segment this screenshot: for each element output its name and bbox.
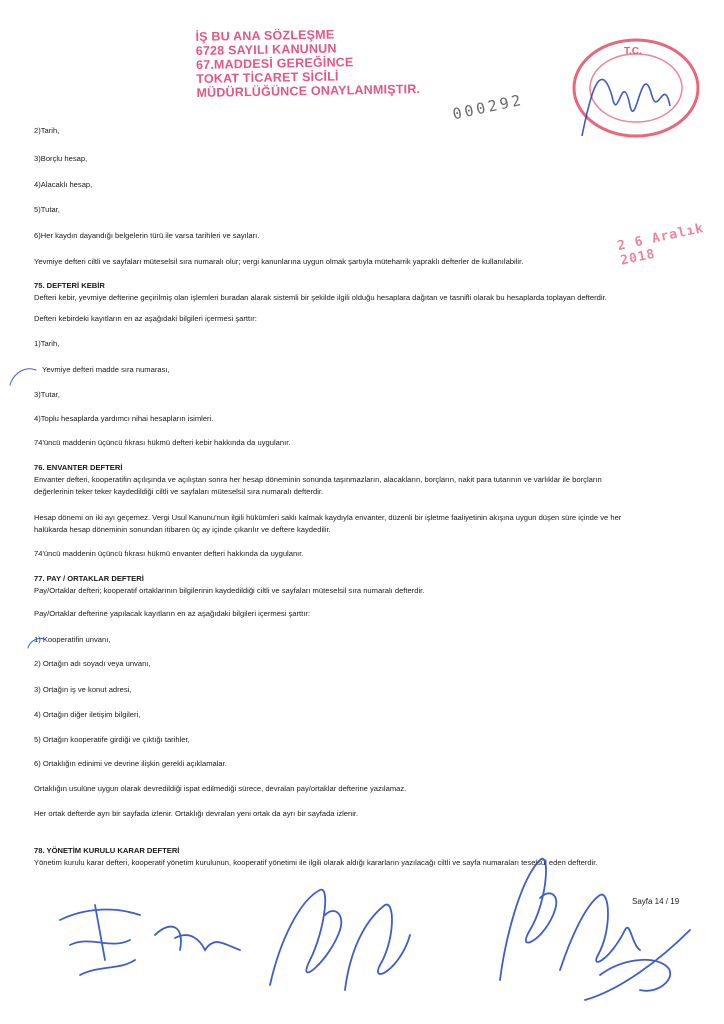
- paragraph: Ortaklığın usulüne uygun olarak devredildiği ispat edilmediği sürece, devralan pay/ortaklar defterine yazılamaz.: [34, 784, 407, 793]
- list-item: 4) Ortağın diğer iletişim bilgileri,: [34, 710, 141, 719]
- paragraph: Defteri kebir, yevmiye defterine geçirilmiş olan işlemleri buradan alarak sistemli bir şekilde ilgili olduğu hesaplara dağıtan ve tasnifli olarak bu hesaplarda toplayan defterdir.: [34, 293, 607, 302]
- list-item: 2) Ortağın adı soyadı veya unvanı,: [34, 659, 151, 668]
- registry-number: 000292: [450, 90, 526, 124]
- paragraph: Her ortak defterde ayrı bir sayfada izlenir. Ortaklığı devralan yeni ortak da ayrı bir sayfada izlenir.: [34, 809, 359, 818]
- stamp-line-3: 67.MADDESİ GEREĞİNCE: [195, 55, 354, 72]
- section-heading: 75. DEFTERİ KEBİR: [34, 281, 105, 290]
- paragraph: değerlerinin teker teker kaydedildiği ciltli ve sayfaları müteselsil sıra numaralı defterdir.: [34, 487, 324, 496]
- seal-label: T.C.: [624, 46, 642, 57]
- paragraph: Envanter defteri, kooperatifin açılışında ve açılıştan sonra her hesap döneminin sonunda taşınmazların, alacakların, borçların, nakit para tutarının ve varlıklar ile borçların: [34, 475, 602, 484]
- list-item: 1)Tarih,: [34, 339, 60, 348]
- list-item: 4)Toplu hesaplarda yardımcı nihai hesapların isimleri.: [34, 414, 214, 423]
- stamp-line-1: İŞ BU ANA SÖZLEŞME: [195, 27, 335, 44]
- paragraph: Pay/Ortaklar defterine yapılacak kayıtların en az aşağıdaki bilgileri içermesi şarttır:: [34, 609, 311, 618]
- stamp-line-5: MÜDÜRLÜĞÜNCE ONAYLANMIŞTIR.: [196, 82, 421, 100]
- text-line: 4)Alacaklı hesap,: [34, 180, 93, 189]
- text-line: Yevmiye defteri ciltli ve sayfaları müteselsil sıra numaralı olur; vergi kanunlarına uygun olmak şartıyla müteharrik yapraklı defterler de kullanılabilir.: [34, 257, 524, 266]
- stamp-line-4: TOKAT TİCARET SİCİLİ: [196, 69, 339, 86]
- paragraph: Hesap dönemi on iki ayı geçemez. Vergi Usul Kanunu'nun ilgili hükümleri saklı kalmak kaydıyla envanter, düzenli bir işletme faaliyetinin akışına uygun düşen süre içinde ve her: [34, 513, 622, 522]
- list-item: 6) Ortaklığın edinimi ve devrine ilişkin gerekli açıklamalar.: [34, 759, 227, 768]
- list-item: 3) Ortağın iş ve konut adresi,: [34, 685, 132, 694]
- paragraph: 74'üncü maddenin üçüncü fıkrası hükmü envanter defteri hakkında da uygulanır.: [34, 549, 304, 558]
- page-number: Sayfa 14 / 19: [632, 897, 680, 906]
- paragraph: halükarda hesap döneminin sonundan itibaren üç ay içinde çıkarılır ve deftere kaydedilir.: [34, 525, 331, 534]
- text-line: 6)Her kaydın dayandığı belgelerin türü ile varsa tarihleri ve sayıları.: [34, 231, 260, 240]
- section-heading: 76. ENVANTER DEFTERİ: [34, 463, 123, 472]
- section-heading: 77. PAY / ORTAKLAR DEFTERİ: [34, 574, 144, 583]
- list-item: 3)Tutar,: [34, 390, 60, 399]
- text-line: 3)Borçlu hesap,: [34, 154, 88, 163]
- approval-stamp: [195, 26, 420, 100]
- paragraph: 74'üncü maddenin üçüncü fıkrası hükmü defteri kebir hakkında da uygulanır.: [34, 438, 291, 447]
- section-heading: 78. YÖNETİM KURULU KARAR DEFTERİ: [34, 846, 180, 855]
- stamp-line-2: 6728 SAYILI KANUNUN: [195, 41, 337, 58]
- text-line: 2)Tarih,: [34, 126, 60, 135]
- paragraph: Yönetim kurulu karar defteri, kooperatif yönetim kurulunun, kooperatif yönetimi ile ilgili olarak aldığı kararların yazılacağı ciltli ve sayfa numaraları teselsül eden defterdir.: [34, 858, 598, 867]
- list-item: Yevmiye defteri madde sıra numarası,: [42, 365, 170, 374]
- paragraph: Defteri kebirdeki kayıtların en az aşağıdaki bilgileri içermesi şarttır:: [34, 314, 257, 323]
- date-stamp: 2 6 Aralık 2018: [616, 220, 706, 269]
- paragraph: Pay/Ortaklar defteri; kooperatif ortaklarının bilgilerinin kaydedildiği ciltli ve sayfaları müteselsil sıra numaralı defterdir.: [34, 586, 425, 595]
- text-line: 5)Tutar,: [34, 205, 60, 214]
- list-item: 1) Kooperatifin unvanı,: [34, 635, 111, 644]
- list-item: 5) Ortağın kooperatife girdiği ve çıktığı tarihler,: [34, 735, 190, 744]
